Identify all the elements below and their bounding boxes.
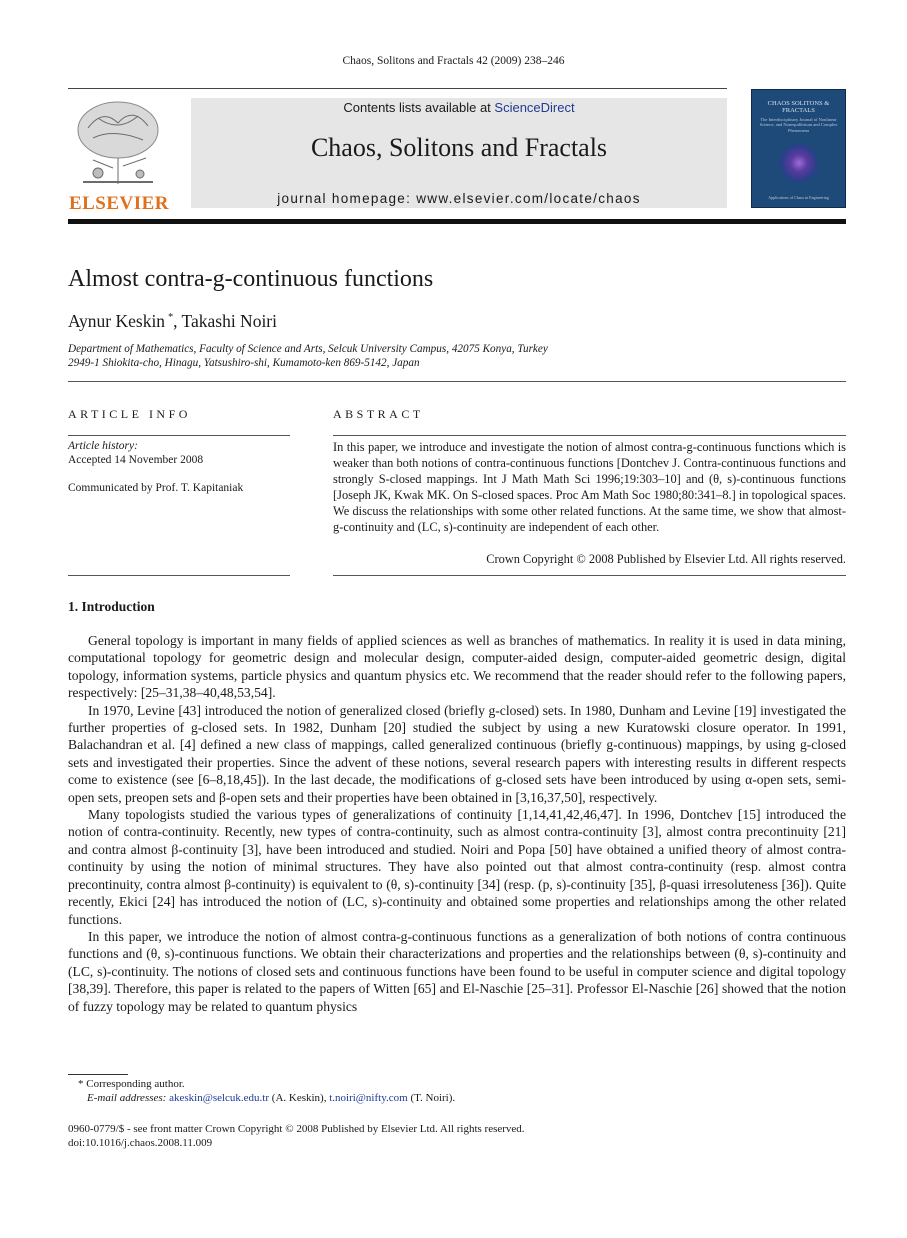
paragraph: In this paper, we introduce the notion of almost contra-g-continuous functions as a generalization of both notions of contra continuous functions and (θ, s)-continuous functions. We obtain their characterizations and properties and the relationships between (θ, s)-continuity and (LC, s)-continuity. The notions of closed sets and continuous functions have been found to be useful in computer science and digital topology [38,39]. Therefore, this paper is related to the papers of Witten [65] and El-Naschie [25–31]. Professor El-Naschie [26] showed that the notion of fuzzy topology may be related to quantum physics xyxy=(68,928,846,1014)
elsevier-logo[interactable] xyxy=(68,98,170,214)
journal-cover-image[interactable] xyxy=(751,89,846,208)
footnote-rule xyxy=(68,1074,128,1075)
email-owner-1: (A. Keskin), xyxy=(271,1092,327,1104)
cover-footer: Applications of Chaos in Engineering xyxy=(768,194,829,200)
journal-homepage[interactable]: journal homepage: www.elsevier.com/locate/chaos xyxy=(277,191,641,206)
cover-title: CHAOS SOLITONS & FRACTALS xyxy=(767,100,830,115)
header-thick-rule xyxy=(68,219,846,224)
section-heading: 1. Introduction xyxy=(68,599,155,614)
title-rule xyxy=(68,381,846,382)
email-label: E-mail addresses: xyxy=(87,1092,167,1104)
article-title: Almost contra-g-continuous functions xyxy=(68,266,434,292)
author-2[interactable]: Takashi Noiri xyxy=(181,311,277,331)
corresponding-footnote: * Corresponding author. xyxy=(78,1078,185,1090)
accepted-date: Accepted 14 November 2008 xyxy=(68,454,204,466)
paragraph: General topology is important in many fields of applied sciences as well as branches of mathematics. In reality it is used in data mining, computational topology for geometric design and molecular design, computer-aided design, computer-aided geometric design, digital topology, information systems, particle physics and quantum physics etc. We recommend that the reader should refer to the following papers, respectively: [25–31,38–40,48,53,54]. xyxy=(68,633,846,701)
doi-line[interactable]: doi:10.1016/j.chaos.2008.11.009 xyxy=(68,1137,213,1149)
abstract-copyright: Crown Copyright © 2008 Published by Elsevier Ltd. All rights reserved. xyxy=(486,552,846,566)
journal-name: Chaos, Solitons and Fractals xyxy=(310,133,608,162)
cover-fractal-image xyxy=(779,143,819,183)
journal-citation: Chaos, Solitons and Fractals 42 (2009) 238–246 xyxy=(342,55,565,67)
author-1[interactable]: Aynur Keskin xyxy=(68,311,166,331)
elsevier-tree-icon xyxy=(68,98,168,186)
email-link-1[interactable]: akeskin@selcuk.edu.tr xyxy=(169,1092,270,1104)
email-owner-2: (T. Noiri). xyxy=(410,1092,456,1104)
email-footnote xyxy=(87,1092,455,1104)
elsevier-wordmark: ELSEVIER xyxy=(68,193,170,214)
abstract-bottom-rule xyxy=(333,575,846,576)
cover-subtitle: The Interdisciplinary Journal of Nonlinear Science, and Nonequilibrium and Complex Phenomena xyxy=(759,117,838,133)
paragraph: Many topologists studied the various types of generalizations of continuity [1,14,41,42,46,47]. In 1996, Dontchev [15] introduced the notion of contra-continuity. Recently, new types of contra-continuity, such as almost contra-continuity [3], almost contra precontinuity [21] and contra almost β-continuity [3], have been introduced and studied. Noiri and Popa [50] have obtained a unified theory of almost contra-continuity by using the notion of minimal structures. They have also pointed out that almost contra-continuity (resp. almost contra precontinuity, contra almost β-continuity) is equivalent to (θ, s)-continuity [34] (resp. (p, s)-continuity [35], β-quasi irresoluteness [36]). Quite recently, Ekici [24] has introduced the notion of (LC, s)-continuity and obtained some properties and relationships among the other related functions. xyxy=(68,807,846,927)
body-text xyxy=(68,632,846,1015)
affiliation-2: 2949-1 Shiokita-cho, Hinagu, Yatsushiro-shi, Kumamoto-ken 869-5142, Japan xyxy=(68,357,420,369)
abstract-text: In this paper, we introduce and investigate the notion of almost contra-g-continuous functions which is weaker than both notions of contra-continuous functions [Dontchev J. Contra-continuous functions and strongly S-closed mappings. Int J Math Math Sci 1996;19:303–10] and (θ, s)-continuous functions [Joseph JK, Kwak MK. On S-closed spaces. Proc Am Math Soc 1980;80:341–8.] in topological spaces. We discuss the relationships with some other related functions. At the same time, we show that almost-g-continuity and (LC, s)-continuity are independent of each other. xyxy=(333,440,846,534)
abstract-heading: ABSTRACT xyxy=(333,407,424,421)
communicated-by: Communicated by Prof. T. Kapitaniak xyxy=(68,482,244,494)
article-info-heading: ARTICLE INFO xyxy=(68,407,191,421)
corresponding-mark[interactable]: * xyxy=(168,312,174,324)
sciencedirect-link[interactable]: ScienceDirect xyxy=(494,100,575,115)
info-bottom-rule xyxy=(68,575,290,576)
header-rule xyxy=(68,88,727,89)
author-list: Aynur Keskin *, Takashi Noiri xyxy=(68,311,277,331)
email-link-2[interactable]: t.noiri@nifty.com xyxy=(329,1092,408,1104)
info-rule xyxy=(68,435,290,436)
issn-line: 0960-0779/$ - see front matter Crown Copyright © 2008 Published by Elsevier Ltd. All rights reserved. xyxy=(68,1123,525,1135)
article-history-label: Article history: xyxy=(68,440,138,452)
affiliation-1: Department of Mathematics, Faculty of Science and Arts, Selcuk University Campus, 42075 Konya, Turkey xyxy=(68,343,548,355)
contents-line xyxy=(191,100,727,115)
paragraph: In 1970, Levine [43] introduced the notion of generalized closed (briefly g-closed) sets. In 1980, Dunham and Levine [19] investigated the further properties of g-closed sets. In 1982, Dunham [20] studied the subject by using a new Kuratowski closure operator. In 1991, Balachandran et al. [4] defined a new class of mappings, called generalized continuous (briefly g-continuous) mappings, by using g-closed sets and investigated their properties. Since the advent of these notions, several research papers with interesting results in different respects come to existence (see [6–8,18,45]). In the last decade, the modifications of g-closed sets have been introduced by using α-open sets, semi-open sets, preopen sets and β-open sets and their properties have been obtained in [3,16,37,50], respectively. xyxy=(68,702,846,805)
contents-prefix: Contents lists available at xyxy=(343,100,495,115)
abstract-rule xyxy=(333,435,846,436)
